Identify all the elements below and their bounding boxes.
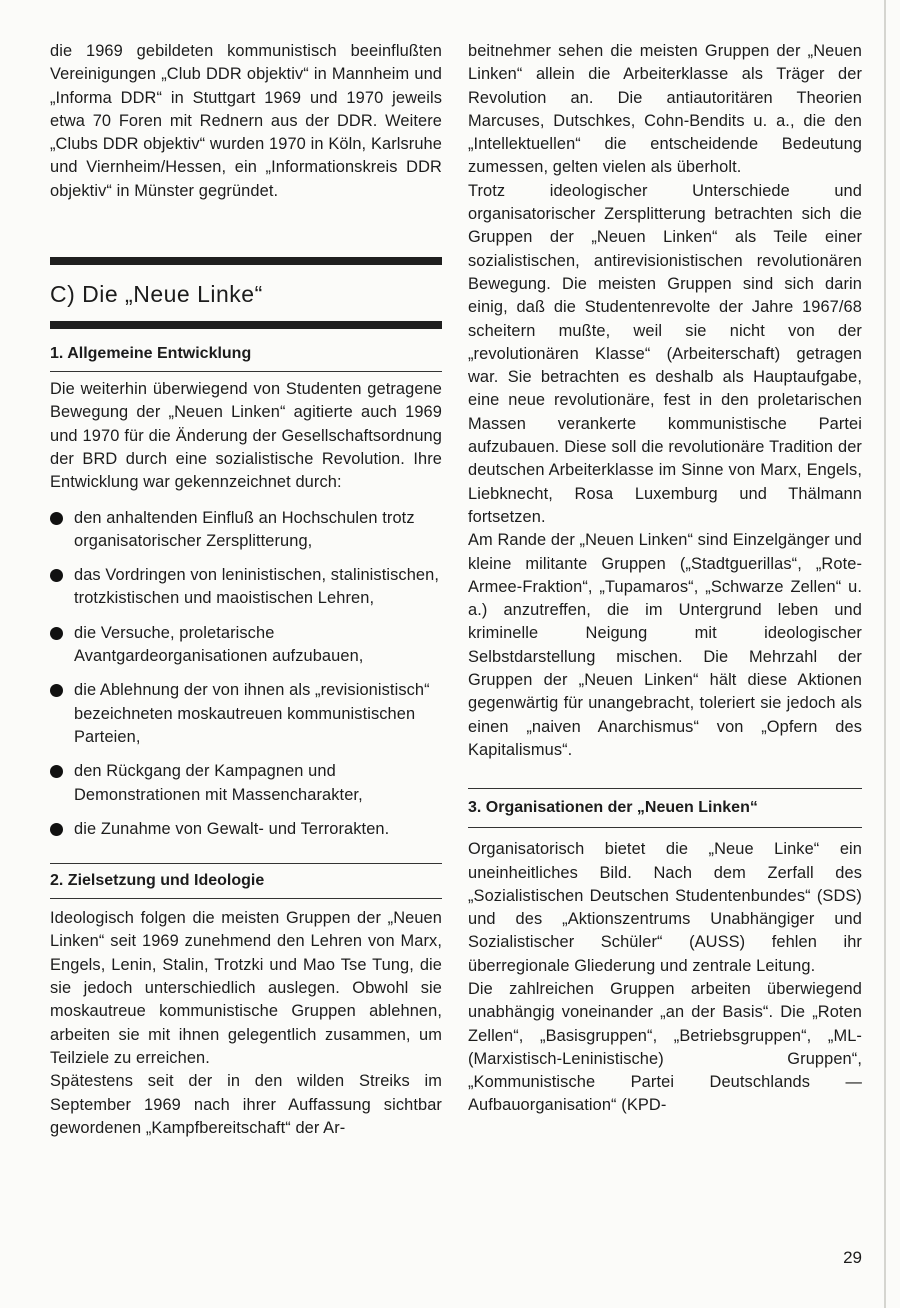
page-number: 29: [843, 1248, 862, 1267]
bullet-dot-icon: [50, 823, 63, 836]
section3-heading: 3. Organisationen der „Neuen Linken“: [468, 799, 758, 817]
section2-rule-bottom: [50, 898, 442, 899]
bullet-text: den Rückgang der Kampagnen und Demonstrationen mit Massencharakter,: [74, 762, 363, 804]
bullet-text: das Vordringen von leninistischen, stalinistischen, trotzkistischen und maoistischen Lehren,: [74, 566, 439, 608]
bullet-dot-icon: [50, 512, 63, 525]
chapter-rule-top: [50, 257, 442, 265]
right-paragraph-2: Trotz ideologischer Unterschiede und organisatorischer Zersplitterung betrachten sich die Gruppen der „Neuen Linken“ als Teile einer sozialistischen, antirevisionistischen revolutionären Bewegung. Die meisten Gruppen sind sich darin einig, daß die Studentenrevolte der Jahre 1967/68 scheitern mußte, weil sie nicht von der „revolutionären Klasse“ (Arbeiterschaft) getragen war. Sie betrachten es deshalb als Hauptaufgabe, eine neue revolutionäre, fest in den proletarischen Massen verankerte kommunistische Partei aufzubauen. Diese soll die revolutionäre Tradition der deutschen Arbeiterklasse im Sinne von Marx, Engels, Liebknecht, Rosa Luxemburg und Thälmann fortsetzen.: [468, 181, 862, 526]
intro-paragraph: die 1969 gebildeten kommunistisch beeinflußten Vereinigungen „Club DDR objektiv“ in Mannheim und „Informa DDR“ in Stuttgart 1969 und 1970 jeweils etwa 70 Foren mit Rednern aus der DDR. Weitere „Clubs DDR objektiv“ wurden 1970 in Köln, Karlsruhe und Viernheim/Hessen, ein „Informationskreis DDR objektiv“ in Münster gegründet.: [50, 42, 442, 200]
development-bullet-list: [50, 507, 442, 842]
section2-heading: 2. Zielsetzung und Ideologie: [50, 872, 265, 890]
bullet-dot-icon: [50, 765, 63, 778]
bullet-item: [50, 507, 442, 554]
bullet-item: [50, 818, 442, 841]
left-column: [50, 40, 442, 1140]
bullet-text: den anhaltenden Einfluß an Hochschulen trotz organisatorischer Zersplitterung,: [74, 508, 415, 550]
bullet-text: die Ablehnung der von ihnen als „revisionistisch“ bezeichneten moskautreuen kommunistischen Parteien,: [74, 681, 430, 746]
bullet-item: [50, 760, 442, 807]
right-paragraph-1: beitnehmer sehen die meisten Gruppen der „Neuen Linken“ allein die Arbeiterklasse als Träger der Revolution an. Die antiautoritären Theorien Marcuses, Dutschkes, Cohn-Bendits u. a., die den „Intellektuellen“ die entscheidende Bedeutung zumessen, gelten vielen als überholt.: [468, 42, 862, 177]
bullet-item: [50, 622, 442, 669]
section3-rule-bottom: [468, 827, 862, 828]
bullet-dot-icon: [50, 684, 63, 697]
section2-paragraph-1: Ideologisch folgen die meisten Gruppen der „Neuen Linken“ seit 1969 zunehmend den Lehren von Marx, Engels, Lenin, Stalin, Trotzki und Mao Tse Tung, die sie jedoch unterschiedlich auslegen. Obwohl sie moskautreue kommunistische Gruppen ablehnen, arbeiten sie mit ihnen gelegentlich zusammen, um Teilziele zu erreichen.: [50, 909, 442, 1067]
chapter-title: C) Die „Neue Linke“: [50, 281, 263, 308]
section3-paragraph-2: Die zahlreichen Gruppen arbeiten überwiegend unabhängig voneinander „an der Basis“. Die „Roten Zellen“, „Basisgruppen“, „Betriebsgruppen“, „ML-(Marxistisch-Leninistische) Gruppen“, „Kommunistische Partei Deutschlands — Aufbauorganisation“ (KPD-: [468, 979, 862, 1115]
section3-rule-top: [468, 788, 862, 789]
bullet-dot-icon: [50, 569, 63, 582]
bullet-dot-icon: [50, 627, 63, 640]
bullet-item: [50, 564, 442, 611]
bullet-item: [50, 679, 442, 749]
section2-rule-top: [50, 863, 442, 864]
section1-heading: 1. Allgemeine Entwicklung: [50, 345, 252, 363]
bullet-text: die Versuche, proletarische Avantgardeorganisationen aufzubauen,: [74, 623, 364, 666]
page-edge-shadow: [884, 0, 886, 1308]
section3-paragraph-1: Organisatorisch bietet die „Neue Linke“ ein uneinheitliches Bild. Nach dem Zerfall des „Sozialistischen Deutschen Studentenbundes“ (SDS) und des „Aktionszentrums Unabhängiger und Sozialistischer Schüler“ (AUSS) fehlen ihr überregionale Gliederung und zentrale Leitung.: [468, 840, 862, 975]
section1-paragraph: Die weiterhin überwiegend von Studenten getragene Bewegung der „Neuen Linken“ agitierte auch 1969 und 1970 für die Änderung der Gesellschaftsordnung der BRD durch eine sozialistische Revolution. Ihre Entwicklung war gekennzeichnet durch:: [50, 380, 442, 492]
section1-rule: [50, 371, 442, 372]
right-column: [468, 40, 862, 1118]
chapter-rule-bottom: [50, 321, 442, 329]
bullet-text: die Zunahme von Gewalt- und Terrorakten.: [74, 819, 390, 838]
right-paragraph-3: Am Rande der „Neuen Linken“ sind Einzelgänger und kleine militante Gruppen („Stadtguerillas“, „Rote-Armee-Fraktion“, „Tupamaros“, „Schwarze Zellen“ u. a.) anzutreffen, die im Untergrund leben und kriminelle Neigung mit ideologischer Selbstdarstellung mischen. Die Mehrzahl der Gruppen der „Neuen Linken“ hält diese Aktionen gegenwärtig für unangebracht, toleriert sie jedoch als einen „naiven Anarchismus“ von „Opfern des Kapitalismus“.: [468, 531, 862, 759]
section2-paragraph-2: Spätestens seit der in den wilden Streiks im September 1969 nach ihrer Auffassung sichtbar gewordenen „Kampfbereitschaft“ der Ar-: [50, 1072, 442, 1137]
